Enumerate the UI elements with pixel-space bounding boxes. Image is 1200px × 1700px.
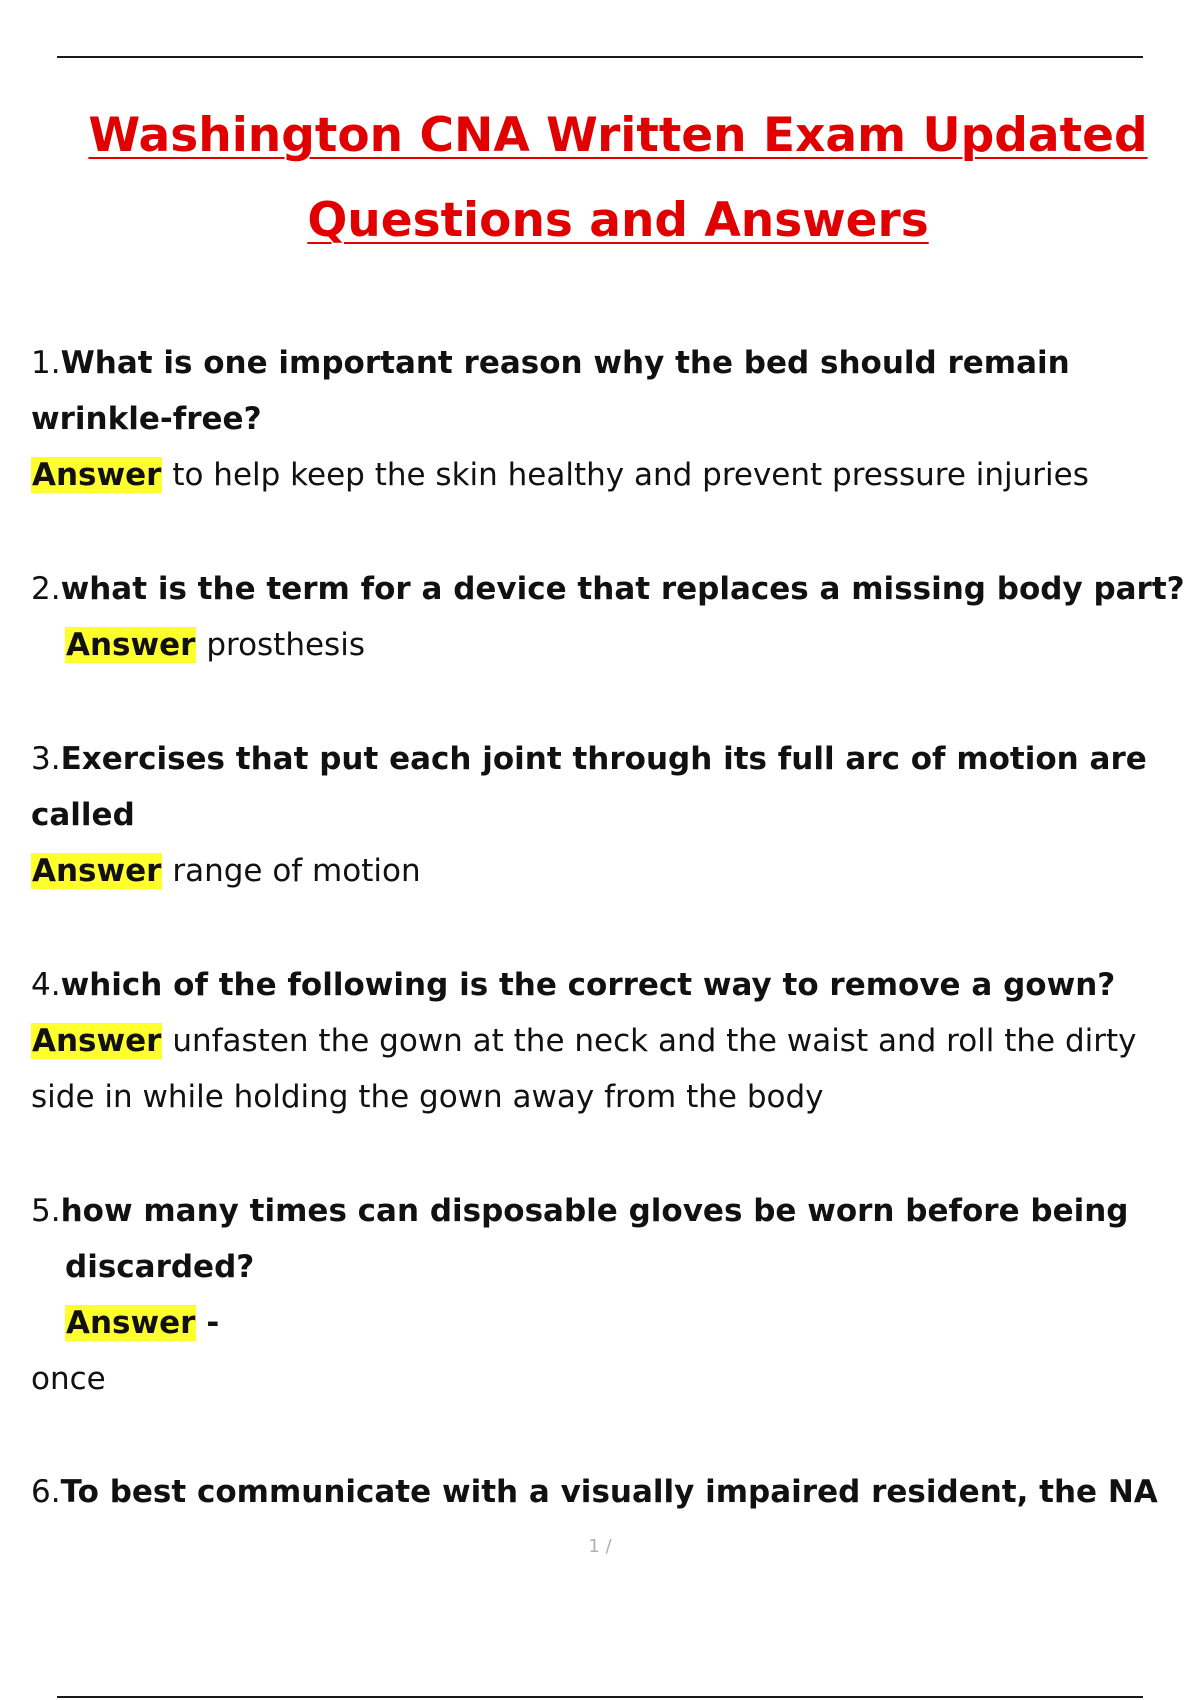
- question-3-continued: called: [31, 797, 135, 833]
- question-text: how many times can disposable gloves be worn before being: [60, 1193, 1129, 1229]
- answer-5-label-line: [65, 1303, 219, 1343]
- answer-3: [31, 851, 421, 891]
- answer-text: unfasten the gown at the neck and the waist and roll the dirty: [172, 1023, 1137, 1059]
- question-2: [31, 569, 1185, 609]
- answer-2: [65, 625, 365, 665]
- answer-label: Answer: [32, 1023, 162, 1059]
- question-text: which of the following is the correct way to remove a gown?: [60, 967, 1116, 1003]
- question-6: [31, 1472, 1158, 1512]
- answer-label: Answer: [66, 1305, 196, 1341]
- question-number: 3.: [31, 741, 61, 777]
- document-title-line-2: Questions and Answers: [307, 193, 929, 248]
- answer-1: [31, 455, 1089, 495]
- question-5: [31, 1191, 1129, 1231]
- question-number: 6.: [31, 1474, 61, 1510]
- answer-label: Answer: [32, 853, 162, 889]
- question-number: 1.: [31, 345, 61, 381]
- question-text: Exercises that put each joint through its full arc of motion are: [60, 741, 1147, 777]
- top-divider: [57, 56, 1143, 58]
- page-number: 1 /: [588, 1536, 612, 1557]
- answer-label: Answer: [32, 457, 162, 493]
- answer-text: to help keep the skin healthy and prevent pressure injuries: [172, 457, 1089, 493]
- answer-4-continued: side in while holding the gown away from the body: [31, 1079, 824, 1115]
- question-3: [31, 739, 1147, 779]
- question-text: what is the term for a device that replaces a missing body part?: [60, 571, 1185, 607]
- question-1-continued: wrinkle-free?: [31, 401, 262, 437]
- answer-text: prosthesis: [206, 627, 365, 663]
- answer-4: [31, 1021, 1137, 1061]
- document-title-line-1: Washington CNA Written Exam Updated: [88, 108, 1148, 163]
- question-number: 2.: [31, 571, 61, 607]
- answer-label: Answer: [66, 627, 196, 663]
- question-4: [31, 965, 1115, 1005]
- answer-dash: -: [206, 1305, 220, 1341]
- question-5-continued: discarded?: [65, 1249, 255, 1285]
- question-text: What is one important reason why the bed should remain: [60, 345, 1070, 381]
- question-1: [31, 343, 1070, 383]
- question-number: 5.: [31, 1193, 61, 1229]
- question-text: To best communicate with a visually impaired resident, the NA: [60, 1474, 1158, 1510]
- answer-text: range of motion: [172, 853, 421, 889]
- answer-5: once: [31, 1361, 106, 1397]
- bottom-divider: [57, 1696, 1143, 1698]
- question-number: 4.: [31, 967, 61, 1003]
